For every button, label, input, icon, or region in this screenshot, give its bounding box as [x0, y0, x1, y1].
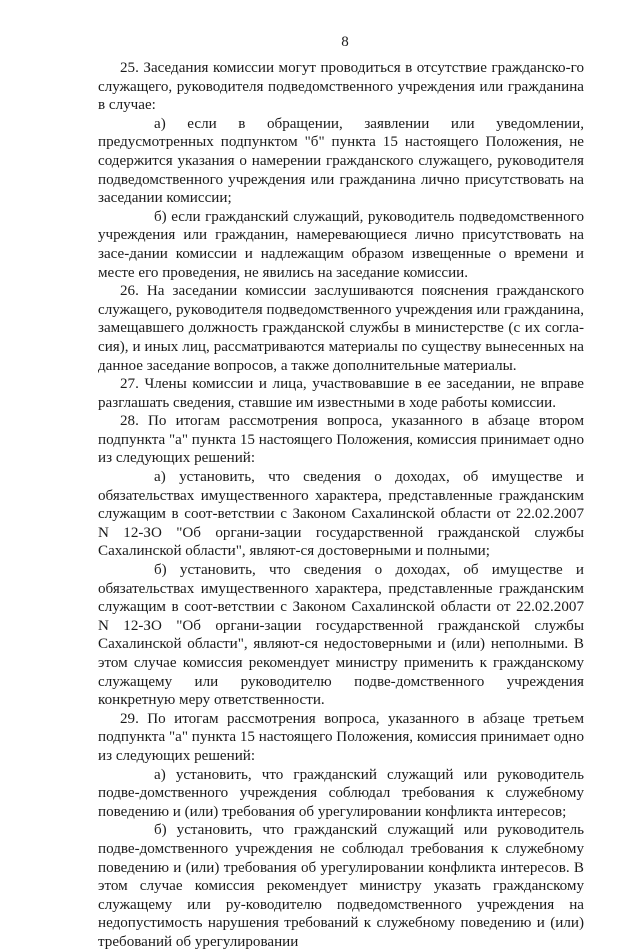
paragraph-25-b: б) если гражданский служащий, руководитель подведомственного учреждения или гражданин, намеревающиеся лично присутствовать на засе-дании комиссии и надлежащим образом извещенные о времени и месте его проведения, не явились на заседание комиссии. [98, 208, 584, 281]
document-body [98, 59, 584, 952]
paragraph-26: 26. На заседании комиссии заслушиваются пояснения гражданского служащего, руководителя подведомственного учреждения или гражданина, замещавшего должность гражданской службы в министерстве (с их согла-сия), и иных лиц, рассматриваются материалы по существу вынесенных на данное заседание вопросов, а также дополнительные материалы. [98, 283, 584, 374]
paragraph-25: 25. Заседания комиссии могут проводиться в отсутствие гражданско-го служащего, руководителя подведомственного учреждения или гражданина в случае: [98, 60, 584, 114]
paragraph-29-a: а) установить, что гражданский служащий или руководитель подве-домственного учреждения соблюдал требования к служебному поведению и (или) требования об урегулировании конфликта интересов; [98, 766, 584, 820]
paragraph-25-a: а) если в обращении, заявлении или уведомлении, предусмотренных подпунктом "б" пункта 15 настоящего Положения, не содержится указания о намерении гражданского служащего, руководителя подведомственного учреждения или гражданина лично присутствовать на заседании комиссии; [98, 115, 584, 207]
paragraph-28: 28. По итогам рассмотрения вопроса, указанного в абзаце втором подпункта "а" пункта 15 настоящего Положения, комиссия принимает одно из следующих решений: [98, 413, 584, 467]
page-number: 8 [341, 34, 349, 50]
paragraph-28-b: б) установить, что сведения о доходах, об имуществе и обязательствах имущественного характера, представленные гражданским служащим в соот-ветствии с Законом Сахалинской области от 22.02.2007 N 12-ЗО "Об органи-зации государственной гражданской службы Сахалинской области", являют-ся недостоверными и (или) неполными. В этом случае комиссия рекомендует министру применить к гражданскому служащему или руководителю подве-домственного учреждения конкретную меру ответственности. [98, 562, 584, 709]
paragraph-27: 27. Члены комиссии и лица, участвовавшие в ее заседании, не вправе разглашать сведения, ставшие им известными в ходе работы комиссии. [98, 376, 584, 411]
paragraph-29: 29. По итогам рассмотрения вопроса, указанного в абзаце третьем подпункта "а" пункта 15 настоящего Положения, комиссия принимает одно из следующих решений: [98, 710, 584, 764]
paragraph-28-a: а) установить, что сведения о доходах, об имуществе и обязательствах имущественного характера, представленные гражданским служащим в соот-ветствии с Законом Сахалинской области от 22.02.2007 N 12-ЗО "Об органи-зации государственной гражданской службы Сахалинской области", являют-ся достоверными и полными; [98, 469, 584, 560]
paragraph-29-b: б) установить, что гражданский служащий или руководитель подве-домственного учреждения не соблюдал требования к служебному поведению и (или) требования об урегулировании конфликта интересов. В этом случае комиссия рекомендует министру указать гражданскому служащему или ру-ководителю подведомственного учреждения на недопустимость нарушения требований к служебному поведению и (или) требований об урегулировании [98, 822, 584, 950]
